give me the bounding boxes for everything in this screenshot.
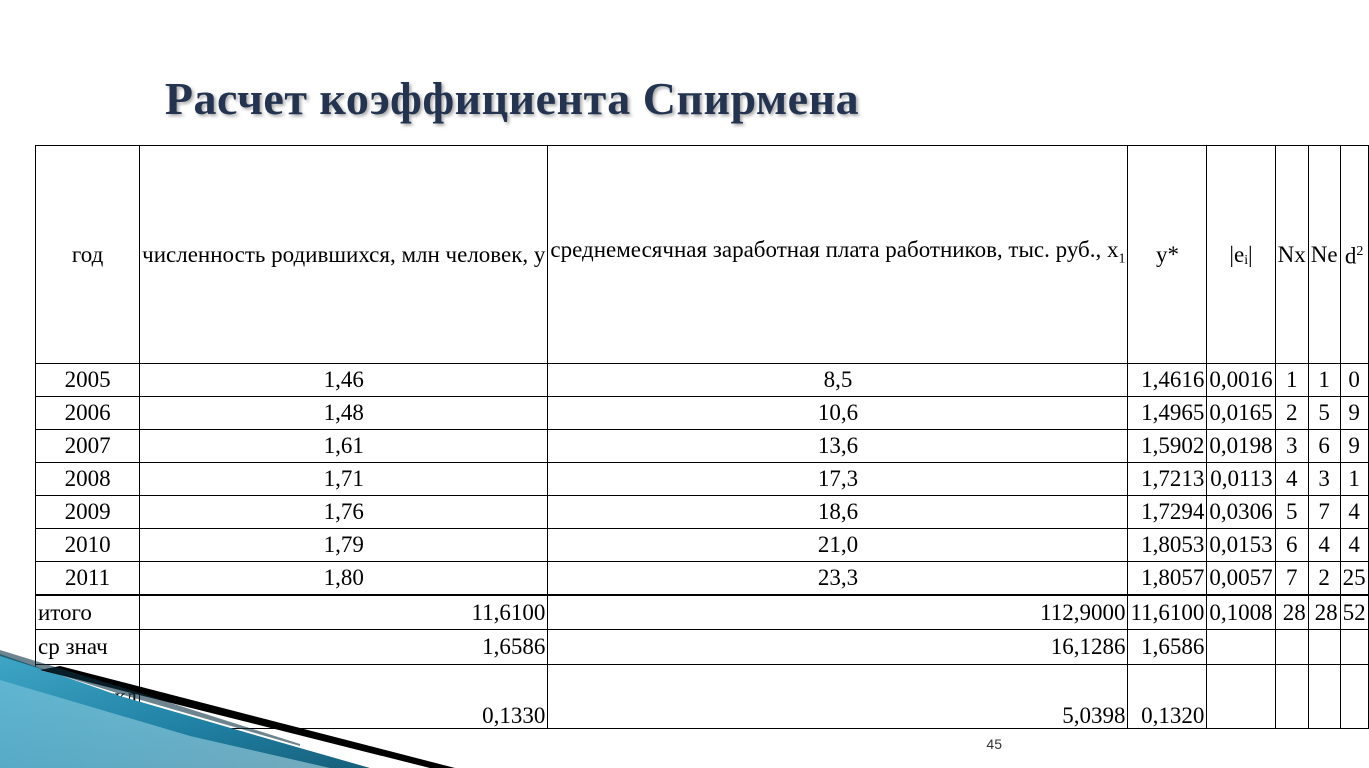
std-ystar: 0,1320 bbox=[1128, 665, 1207, 729]
cell-ne: 3 bbox=[1308, 463, 1340, 496]
cell-d2: 4 bbox=[1340, 529, 1368, 562]
header-year: год bbox=[36, 146, 140, 364]
mean-x: 16,1286 bbox=[548, 630, 1128, 665]
cell-y: 1,48 bbox=[140, 397, 548, 430]
table-row bbox=[36, 562, 1369, 596]
cell-e: 0,0016 bbox=[1207, 364, 1275, 397]
cell-e: 0,0113 bbox=[1207, 463, 1275, 496]
total-row bbox=[36, 595, 1369, 630]
empty-cell bbox=[1275, 630, 1308, 665]
cell-d2: 9 bbox=[1340, 430, 1368, 463]
cell-ystar: 1,4965 bbox=[1128, 397, 1207, 430]
mean-ystar: 1,6586 bbox=[1128, 630, 1207, 665]
cell-ne: 2 bbox=[1308, 562, 1340, 596]
cell-e: 0,0165 bbox=[1207, 397, 1275, 430]
header-d2 bbox=[1340, 146, 1368, 364]
cell-d2: 9 bbox=[1340, 397, 1368, 430]
empty-cell bbox=[1207, 665, 1275, 729]
header-ne: Ne bbox=[1308, 146, 1340, 364]
cell-nx: 2 bbox=[1275, 397, 1308, 430]
cell-ne: 7 bbox=[1308, 496, 1340, 529]
page-number: 45 bbox=[986, 736, 1002, 752]
cell-e: 0,0057 bbox=[1207, 562, 1275, 596]
cell-ne: 4 bbox=[1308, 529, 1340, 562]
empty-cell bbox=[1308, 665, 1340, 729]
cell-y: 1,79 bbox=[140, 529, 548, 562]
header-salary bbox=[548, 146, 1128, 364]
cell-ne: 5 bbox=[1308, 397, 1340, 430]
cell-x: 8,5 bbox=[548, 364, 1128, 397]
cell-year: 2006 bbox=[36, 397, 140, 430]
cell-year: 2007 bbox=[36, 430, 140, 463]
empty-cell bbox=[1308, 630, 1340, 665]
header-abs-e: |eᵢ| bbox=[1207, 146, 1275, 364]
header-salary-text: среднемесячная заработная плата работников, тыс. руб., х bbox=[550, 236, 1119, 262]
mean-y: 1,6586 bbox=[140, 630, 548, 665]
total-label: итого bbox=[36, 595, 140, 630]
cell-nx: 6 bbox=[1275, 529, 1308, 562]
table-row bbox=[36, 529, 1369, 562]
cell-d2: 0 bbox=[1340, 364, 1368, 397]
cell-ne: 1 bbox=[1308, 364, 1340, 397]
cell-e: 0,0306 bbox=[1207, 496, 1275, 529]
cell-x: 10,6 bbox=[548, 397, 1128, 430]
cell-e: 0,0198 bbox=[1207, 430, 1275, 463]
total-d2: 52 bbox=[1340, 595, 1368, 630]
cell-ystar: 1,5902 bbox=[1128, 430, 1207, 463]
std-x: 5,0398 bbox=[548, 665, 1128, 729]
cell-ystar: 1,8053 bbox=[1128, 529, 1207, 562]
header-ystar: у* bbox=[1128, 146, 1207, 364]
cell-nx: 3 bbox=[1275, 430, 1308, 463]
total-x: 112,9000 bbox=[548, 595, 1128, 630]
cell-year: 2009 bbox=[36, 496, 140, 529]
std-y: 0,1330 bbox=[140, 665, 548, 729]
total-ne: 28 bbox=[1308, 595, 1340, 630]
cell-ystar: 1,8057 bbox=[1128, 562, 1207, 596]
cell-nx: 4 bbox=[1275, 463, 1308, 496]
cell-y: 1,61 bbox=[140, 430, 548, 463]
cell-x: 23,3 bbox=[548, 562, 1128, 596]
cell-nx: 1 bbox=[1275, 364, 1308, 397]
cell-x: 21,0 bbox=[548, 529, 1128, 562]
total-e: 0,1008 bbox=[1207, 595, 1275, 630]
cell-y: 1,71 bbox=[140, 463, 548, 496]
cell-x: 13,6 bbox=[548, 430, 1128, 463]
cell-y: 1,46 bbox=[140, 364, 548, 397]
mean-label: ср знач bbox=[36, 630, 140, 665]
header-births: численность родившихся, млн человек, у bbox=[140, 146, 548, 364]
empty-cell bbox=[1340, 630, 1368, 665]
cell-d2: 25 bbox=[1340, 562, 1368, 596]
table-row bbox=[36, 430, 1369, 463]
header-nx: Nx bbox=[1275, 146, 1308, 364]
cell-y: 1,80 bbox=[140, 562, 548, 596]
cell-nx: 5 bbox=[1275, 496, 1308, 529]
header-row bbox=[36, 146, 1369, 364]
empty-cell bbox=[1275, 665, 1308, 729]
cell-x: 17,3 bbox=[548, 463, 1128, 496]
table-row bbox=[36, 463, 1369, 496]
slide-title: Расчет коэффициента Спирмена bbox=[164, 73, 860, 124]
total-nx: 28 bbox=[1275, 595, 1308, 630]
header-d-text: d bbox=[1344, 243, 1357, 269]
cell-ystar: 1,7213 bbox=[1128, 463, 1207, 496]
cell-nx: 7 bbox=[1275, 562, 1308, 596]
cell-e: 0,0153 bbox=[1207, 529, 1275, 562]
cell-x: 18,6 bbox=[548, 496, 1128, 529]
cell-year: 2005 bbox=[36, 364, 140, 397]
cell-d2: 4 bbox=[1340, 496, 1368, 529]
cell-year: 2010 bbox=[36, 529, 140, 562]
cell-year: 2011 bbox=[36, 562, 140, 596]
total-ystar: 11,6100 bbox=[1128, 595, 1207, 630]
cell-ne: 6 bbox=[1308, 430, 1340, 463]
table-row bbox=[36, 496, 1369, 529]
table-row bbox=[36, 364, 1369, 397]
cell-y: 1,76 bbox=[140, 496, 548, 529]
cell-d2: 1 bbox=[1340, 463, 1368, 496]
cell-ystar: 1,7294 bbox=[1128, 496, 1207, 529]
cell-ystar: 1,4616 bbox=[1128, 364, 1207, 397]
table-row bbox=[36, 397, 1369, 430]
header-salary-sub: 1 bbox=[1118, 251, 1126, 267]
header-d-sup: 2 bbox=[1356, 244, 1364, 260]
empty-cell bbox=[1340, 665, 1368, 729]
empty-cell bbox=[1207, 630, 1275, 665]
cell-year: 2008 bbox=[36, 463, 140, 496]
decorative-swoosh bbox=[0, 640, 470, 768]
total-y: 11,6100 bbox=[140, 595, 548, 630]
